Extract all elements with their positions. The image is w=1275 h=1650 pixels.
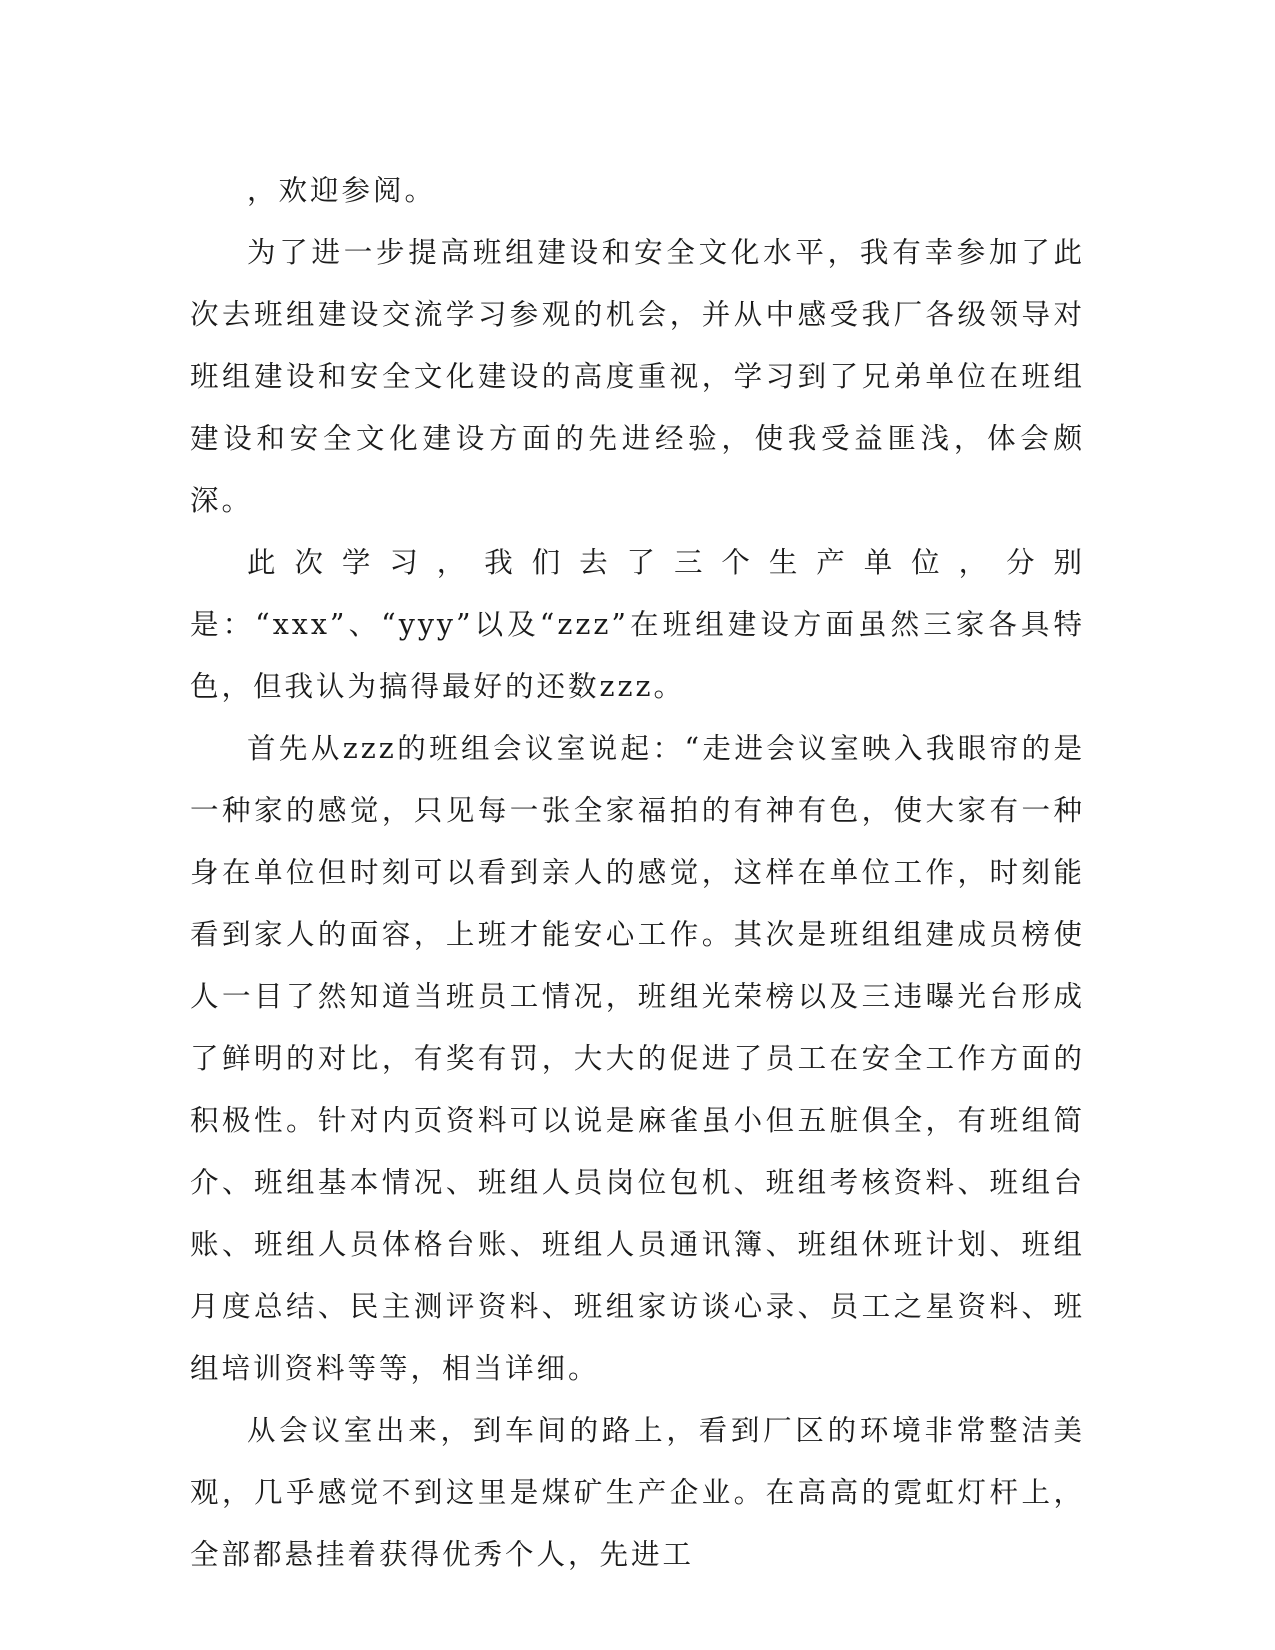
paragraph-intro: ，欢迎参阅。 xyxy=(247,174,437,207)
paragraph-meeting-room: 首先从zzz的班组会议室说起：“走进会议室映入我眼帘的是一种家的感觉，只见每一张全家福拍的有神有色，使大家有一种身在单位但时刻可以看到亲人的感觉，这样在单位工作，时刻能看到家人的面容，上班才能安心工作。其次是班组组建成员榜使人一目了然知道当班员工情况，班组光荣榜以及三违曝光台形成了鲜明的对比，有奖有罚，大大的促进了员工在安全工作方面的积极性。针对内页资料可以说是麻雀虽小但五脏俱全，有班组简介、班组基本情况、班组人员岗位包机、班组考核资料、班组台账、班组人员体格台账、班组人员通讯簿、班组休班计划、班组月度总结、民主测评资料、班组家访谈心录、员工之星资料、班组培训资料等等，相当详细。 xyxy=(190,732,1085,1385)
paragraph-purpose: 为了进一步提高班组建设和安全文化水平，我有幸参加了此次去班组建设交流学习参观的机会，并从中感受我厂各级领导对班组建设和安全文化建设的高度重视，学习到了兄弟单位在班组建设和安全文化建设方面的先进经验，使我受益匪浅，体会颇深。 xyxy=(190,236,1085,517)
paragraph-units: 此次学习，我们去了三个生产单位，分别是：“xxx”、“yyy”以及“zzz”在班组建设方面虽然三家各具特色，但我认为搞得最好的还数zzz。 xyxy=(190,546,1085,703)
document-body xyxy=(190,160,1085,1586)
paragraph-factory-area: 从会议室出来，到车间的路上，看到厂区的环境非常整洁美观，几乎感觉不到这里是煤矿生产企业。在高高的霓虹灯杆上，全部都悬挂着获得优秀个人，先进工 xyxy=(190,1414,1085,1571)
